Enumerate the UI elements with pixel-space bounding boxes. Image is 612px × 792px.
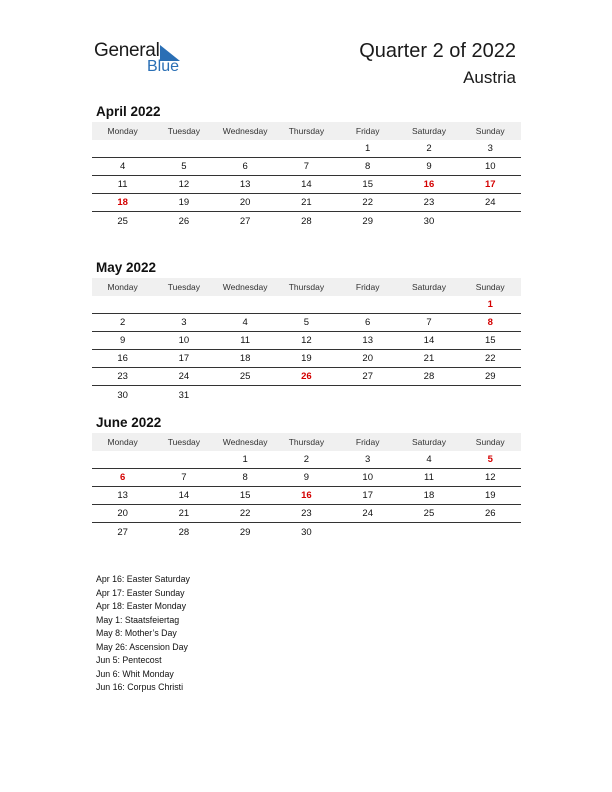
day-cell: 2 [426, 143, 432, 154]
holiday-day-cell: 16 [301, 490, 312, 501]
week-row [92, 296, 521, 314]
weekday-label: Wednesday [222, 437, 268, 447]
day-cell: 14 [301, 179, 312, 190]
weekday-label: Thursday [288, 126, 325, 136]
day-cell: 1 [242, 454, 248, 465]
day-cell: 8 [365, 161, 371, 172]
day-cell: 25 [239, 371, 251, 382]
weekday-label: Tuesday [167, 282, 201, 292]
day-cell: 15 [239, 490, 251, 501]
day-cell: 13 [117, 490, 128, 501]
day-cell: 7 [303, 161, 310, 172]
weekday-label: Thursday [288, 282, 325, 292]
day-cell: 15 [362, 179, 373, 190]
day-cell: 4 [119, 161, 126, 172]
week-row [92, 140, 521, 158]
brand-name-blue: Blue [147, 58, 180, 75]
day-cell: 28 [178, 526, 190, 538]
day-cell: 10 [484, 161, 496, 172]
holiday-day-cell: 18 [117, 197, 128, 208]
day-cell: 19 [178, 197, 190, 208]
week-row [92, 314, 521, 332]
day-cell: 14 [178, 490, 190, 501]
day-cell: 8 [242, 472, 248, 483]
day-cell: 10 [362, 472, 373, 483]
day-cell: 12 [484, 472, 496, 483]
weekday-label: Monday [107, 437, 138, 447]
day-cell: 30 [117, 389, 128, 401]
day-cell: 21 [178, 508, 190, 519]
weekday-label: Friday [355, 126, 380, 136]
day-cell: 24 [362, 508, 373, 519]
week-row [92, 505, 521, 523]
holiday-day-cell: 16 [423, 179, 435, 190]
weekday-label: Monday [107, 126, 138, 136]
holiday-day-cell: 1 [487, 299, 493, 310]
brand-logo [94, 40, 194, 80]
weekday-label: Wednesday [222, 126, 268, 136]
week-row [92, 332, 521, 350]
day-cell: 5 [181, 161, 187, 172]
week-row [92, 368, 521, 386]
day-cell: 28 [301, 215, 312, 227]
day-cell: 22 [239, 508, 251, 519]
holiday-list-item: May 8: Mother’s Day [96, 628, 177, 638]
holiday-list-item: Apr 17: Easter Sunday [96, 587, 185, 598]
holiday-list [96, 573, 190, 695]
week-row [92, 487, 521, 505]
month-may [92, 258, 521, 404]
weekday-label: Saturday [411, 126, 446, 136]
week-row [92, 523, 521, 541]
day-cell: 23 [117, 371, 128, 382]
day-cell: 29 [484, 371, 496, 382]
day-cell: 27 [362, 371, 373, 382]
holiday-list-item: Apr 18: Easter Monday [96, 601, 186, 611]
day-cell: 16 [117, 353, 128, 364]
day-cell: 12 [178, 179, 190, 190]
weekday-header-row [92, 122, 521, 140]
day-cell: 19 [484, 490, 496, 501]
day-cell: 26 [484, 508, 496, 519]
weekday-header-row [92, 433, 521, 451]
week-row [92, 176, 521, 194]
day-cell: 2 [303, 454, 310, 465]
day-cell: 15 [484, 335, 496, 346]
day-cell: 22 [484, 353, 496, 364]
weekday-label: Monday [107, 282, 138, 292]
holiday-list-item: Jun 5: Pentecost [96, 655, 162, 665]
holiday-list-item: Apr 16: Easter Saturday [96, 574, 190, 584]
day-cell: 23 [423, 197, 435, 208]
day-cell: 23 [301, 508, 312, 519]
day-cell: 27 [239, 215, 251, 227]
day-cell: 20 [117, 508, 128, 519]
day-cell: 4 [242, 317, 248, 328]
day-cell: 14 [423, 335, 435, 346]
month-april [92, 102, 521, 230]
day-cell: 3 [365, 454, 371, 465]
weekday-label: Tuesday [167, 437, 201, 447]
day-cell: 25 [117, 215, 128, 227]
weekday-label: Thursday [288, 437, 325, 447]
day-cell: 29 [239, 526, 251, 538]
day-cell: 30 [423, 215, 435, 227]
page-title: Quarter 2 of 2022 [359, 40, 516, 62]
week-row [92, 469, 521, 487]
day-cell: 20 [362, 353, 373, 364]
month-june [92, 413, 521, 541]
week-row [92, 350, 521, 368]
day-cell: 3 [487, 143, 493, 154]
day-cell: 10 [178, 335, 190, 346]
day-cell: 6 [242, 161, 248, 172]
week-row [92, 212, 521, 230]
day-cell: 26 [178, 215, 190, 227]
weekday-label: Friday [355, 437, 380, 447]
day-cell: 18 [239, 353, 251, 364]
day-cell: 30 [301, 526, 312, 538]
weekday-label: Saturday [411, 282, 446, 292]
holiday-day-cell: 5 [487, 454, 493, 465]
holiday-day-cell: 17 [484, 179, 496, 190]
day-cell: 11 [117, 179, 128, 190]
holiday-list-item: Jun 6: Whit Monday [96, 668, 174, 679]
month-title: June 2022 [96, 415, 162, 430]
week-row [92, 451, 521, 469]
week-row [92, 194, 521, 212]
weekday-label: Sunday [475, 282, 505, 292]
holiday-day-cell: 26 [301, 371, 312, 382]
day-cell: 1 [365, 143, 371, 154]
day-cell: 13 [239, 179, 251, 190]
day-cell: 31 [178, 389, 190, 401]
holiday-list-item: Jun 16: Corpus Christi [96, 682, 184, 692]
weekday-label: Sunday [475, 437, 505, 447]
day-cell: 13 [362, 335, 373, 346]
weekday-label: Friday [355, 282, 380, 292]
holiday-list-item: May 1: Staatsfeiertag [96, 614, 180, 625]
day-cell: 24 [178, 371, 190, 382]
day-cell: 9 [119, 335, 126, 346]
weekday-label: Sunday [475, 126, 505, 136]
month-title: April 2022 [96, 104, 161, 119]
weekday-label: Wednesday [222, 282, 268, 292]
day-cell: 21 [423, 353, 435, 364]
brand-name-general: General [94, 40, 160, 61]
month-title: May 2022 [96, 260, 157, 275]
day-cell: 28 [423, 371, 435, 382]
day-cell: 17 [178, 353, 190, 364]
day-cell: 2 [119, 317, 126, 328]
day-cell: 20 [239, 197, 251, 208]
day-cell: 9 [303, 472, 310, 483]
weekday-label: Tuesday [167, 126, 201, 136]
day-cell: 7 [426, 317, 432, 328]
weekday-header-row [92, 278, 521, 296]
day-cell: 11 [424, 472, 434, 483]
weekday-label: Saturday [411, 437, 446, 447]
day-cell: 12 [301, 335, 312, 346]
week-row [92, 386, 521, 404]
day-cell: 5 [303, 317, 310, 328]
day-cell: 7 [181, 472, 187, 483]
week-row [92, 158, 521, 176]
day-cell: 29 [362, 215, 373, 227]
day-cell: 6 [365, 317, 371, 328]
holiday-day-cell: 8 [487, 317, 493, 328]
day-cell: 3 [181, 317, 187, 328]
day-cell: 21 [301, 197, 312, 208]
holiday-day-cell: 6 [119, 472, 126, 483]
day-cell: 24 [484, 197, 496, 208]
day-cell: 27 [117, 526, 128, 538]
day-cell: 25 [423, 508, 435, 519]
day-cell: 22 [362, 197, 373, 208]
day-cell: 4 [426, 454, 432, 465]
holiday-list-item: May 26: Ascension Day [96, 641, 188, 652]
day-cell: 9 [426, 161, 432, 172]
day-cell: 11 [240, 335, 251, 346]
day-cell: 18 [423, 490, 435, 501]
country-name: Austria [463, 68, 516, 87]
day-cell: 17 [362, 490, 373, 501]
day-cell: 19 [301, 353, 312, 364]
